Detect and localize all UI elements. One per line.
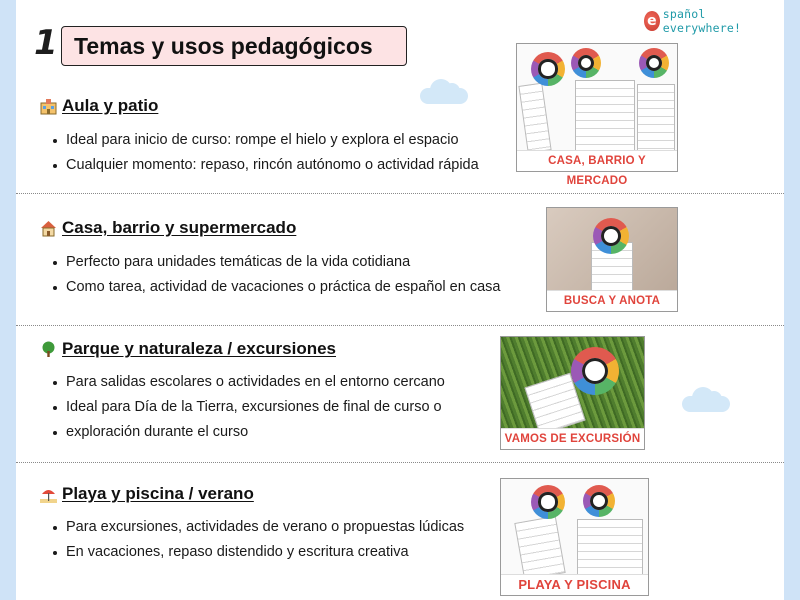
- wheel-icon: [531, 52, 565, 86]
- section-image: [500, 336, 645, 450]
- worksheet-strip: [637, 84, 675, 152]
- wheel-icon: [531, 485, 565, 519]
- image-label: BUSCA Y ANOTA: [547, 290, 677, 311]
- bullet-list: [52, 250, 500, 300]
- image-label: CASA, BARRIO Y MERCADO: [517, 150, 677, 171]
- worksheet-strip: [577, 519, 643, 577]
- section-image: [546, 207, 678, 312]
- brand-logo: [644, 8, 764, 34]
- beach-umbrella-icon: [40, 486, 57, 503]
- section-title-aula: [40, 96, 158, 116]
- logo-text: spañol everywhere!: [662, 7, 742, 35]
- section-title-playa: [40, 484, 254, 504]
- house-icon: [40, 220, 57, 237]
- bullet-list: [52, 128, 479, 178]
- list-item: En vacaciones, repaso distendido y escritura creativa: [52, 540, 464, 565]
- page-title: Temas y usos pedagógicos: [61, 26, 407, 66]
- bullet-list: [52, 515, 464, 565]
- cloud-icon: [682, 396, 730, 412]
- section-title-label: Casa, barrio y supermercado: [62, 218, 297, 237]
- section-image: [500, 478, 649, 596]
- cloud-icon: [420, 88, 468, 104]
- section-divider: [16, 462, 784, 463]
- section-title-parque: [40, 339, 336, 359]
- section-title-label: Aula y patio: [62, 96, 159, 115]
- list-item: Ideal para inicio de curso: rompe el hielo y explora el espacio: [52, 128, 479, 153]
- list-item: Cualquier momento: repaso, rincón autónomo o actividad rápida: [52, 153, 479, 178]
- worksheet-strip: [514, 516, 565, 580]
- list-item: Para excursiones, actividades de verano o propuestas lúdicas: [52, 515, 464, 540]
- wheel-icon: [583, 485, 615, 517]
- section-divider: [16, 193, 784, 194]
- list-item: Para salidas escolares o actividades en el entorno cercano: [52, 370, 445, 395]
- section-title-label: Playa y piscina / verano: [62, 484, 254, 503]
- list-item: exploración durante el curso: [52, 420, 445, 445]
- list-item: Como tarea, actividad de vacaciones o práctica de español en casa: [52, 275, 500, 300]
- tree-icon: [40, 341, 57, 358]
- section-number: 1: [34, 23, 58, 63]
- section-divider: [16, 325, 784, 326]
- image-label: PLAYA Y PISCINA: [501, 574, 648, 595]
- bullet-list: [52, 370, 445, 445]
- image-label: VAMOS DE EXCURSIÓN: [501, 428, 644, 449]
- logo-e-icon: e: [644, 11, 660, 31]
- list-item: Ideal para Día de la Tierra, excursiones de final de curso o: [52, 395, 445, 420]
- wheel-icon: [571, 48, 601, 78]
- list-item: Perfecto para unidades temáticas de la vida cotidiana: [52, 250, 500, 275]
- section-image: [516, 43, 678, 187]
- wheel-icon: [639, 48, 669, 78]
- section-title-label: Parque y naturaleza / excursiones: [62, 339, 337, 358]
- section-title-casa: [40, 218, 296, 238]
- school-icon: [40, 98, 57, 115]
- worksheet-strip: [518, 83, 551, 154]
- wheel-icon: [571, 347, 619, 395]
- worksheet-strip: [575, 80, 635, 152]
- wheel-icon: [593, 218, 629, 254]
